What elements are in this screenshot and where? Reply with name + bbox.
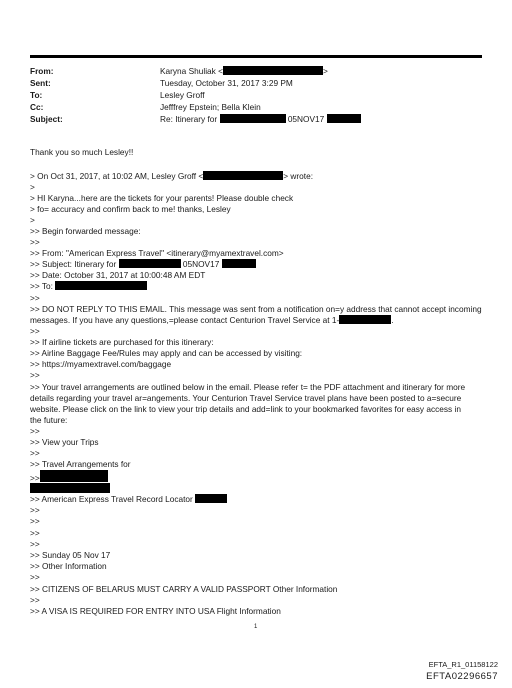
- body-line: the future:: [30, 415, 68, 425]
- header-rule: [30, 55, 482, 58]
- subject-value: [160, 114, 361, 125]
- redaction-box: [203, 171, 283, 180]
- body-line: [30, 470, 108, 484]
- body-line: >>: [30, 505, 40, 515]
- body-line: >: [30, 182, 35, 192]
- subject-label: Subject:: [30, 114, 63, 124]
- subject-prefix: Re: Itinerary for: [160, 114, 218, 124]
- body-text: .: [391, 315, 394, 325]
- body-line: [30, 315, 394, 326]
- body-line: >> From: "American Express Travel" <itinerary@myamextravel.com>: [30, 248, 284, 258]
- from-label: From:: [30, 66, 54, 76]
- body-text: >> To:: [30, 281, 53, 291]
- body-line: > HI Karyna...here are the tickets for your parents! Please double check: [30, 193, 294, 203]
- body-line: >> Date: October 31, 2017 at 10:00:48 AM EDT: [30, 270, 206, 280]
- redaction-box: [119, 259, 181, 268]
- body-line: >> If airline tickets are purchased for this itinerary:: [30, 337, 214, 347]
- body-line: >> DO NOT REPLY TO THIS EMAIL. This message was sent from a notification on=y address that cannot accept incoming: [30, 304, 482, 314]
- redaction-box: [222, 259, 256, 268]
- body-line: >> Sunday 05 Nov 17: [30, 550, 111, 560]
- redaction-box: [40, 470, 108, 482]
- body-line: >>: [30, 528, 40, 538]
- redaction-box: [195, 494, 227, 503]
- body-line: >>: [30, 448, 40, 458]
- body-line: >>: [30, 293, 40, 303]
- body-text: >> Subject: Itinerary for: [30, 259, 117, 269]
- redaction-box: [339, 315, 394, 325]
- body-line: >> A VISA IS REQUIRED FOR ENTRY INTO USA Flight Information: [30, 606, 281, 616]
- body-line: >>: [30, 426, 40, 436]
- sent-value: Tuesday, October 31, 2017 3:29 PM: [160, 78, 293, 88]
- body-text: >> American Express Travel Record Locator: [30, 494, 193, 504]
- body-line: >> Other Information: [30, 561, 107, 571]
- bates-number-1: EFTA_R1_01158122: [428, 660, 498, 669]
- body-text: messages. If you have any questions,=please contact Centurion Travel Service at 1-: [30, 315, 340, 325]
- body-line: >>: [30, 326, 40, 336]
- body-line: [30, 494, 227, 505]
- body-line: >>: [30, 370, 40, 380]
- body-line: >>: [30, 516, 40, 526]
- body-line: >> Airline Baggage Fee/Rules may apply and can be accessed by visiting:: [30, 348, 303, 358]
- body-line: >>: [30, 539, 40, 549]
- body-line: >> https://myamextravel.com/baggage: [30, 359, 172, 369]
- body-line: >>: [30, 572, 40, 582]
- body-line: >>: [30, 237, 40, 247]
- body-line: >> Travel Arrangements for: [30, 459, 131, 469]
- body-line: [30, 281, 147, 292]
- cc-value: Jefffrey Epstein; Bella Klein: [160, 102, 261, 112]
- body-line: [30, 171, 313, 182]
- sent-label: Sent:: [30, 78, 51, 88]
- to-label: To:: [30, 90, 43, 100]
- from-tail: >: [322, 66, 328, 76]
- body-line: [30, 259, 256, 270]
- redaction-box: [220, 114, 286, 123]
- redaction-box: [30, 483, 110, 493]
- body-line: > fo= accuracy and confirm back to me! thanks, Lesley: [30, 204, 231, 214]
- body-line: website. Please click on the link to view your trip details and add=link to your bookmarked favorites for easy access in: [30, 404, 461, 414]
- from-name: Karyna Shuliak <: [160, 66, 223, 76]
- redaction-box: [327, 114, 361, 123]
- subject-date: 05NOV17: [287, 114, 325, 124]
- from-value: [160, 66, 328, 77]
- body-line: Thank you so much Lesley!!: [30, 147, 134, 157]
- body-text: >>: [30, 473, 40, 483]
- body-text: > wrote:: [283, 171, 314, 181]
- cc-label: Cc:: [30, 102, 44, 112]
- body-line: >: [30, 215, 35, 225]
- to-value: Lesley Groff: [160, 90, 205, 100]
- body-line: details regarding your travel ar=angements. Your Centurion Travel Service travel plans have been posted to a=secure: [30, 393, 462, 403]
- body-line: >> Begin forwarded message:: [30, 226, 141, 236]
- body-line: >> CITIZENS OF BELARUS MUST CARRY A VALID PASSPORT Other Information: [30, 584, 338, 594]
- body-line: >> View your Trips: [30, 437, 99, 447]
- body-text: > On Oct 31, 2017, at 10:02 AM, Lesley Groff <: [30, 171, 204, 181]
- body-line: >>: [30, 595, 40, 605]
- redaction-box: [223, 66, 323, 75]
- page-number: 1: [254, 624, 258, 630]
- body-line: >> Your travel arrangements are outlined below in the email. Please refer t= the PDF attachment and itinerary for more: [30, 382, 466, 392]
- redaction-box: [55, 281, 147, 290]
- body-text: 05NOV17: [182, 259, 220, 269]
- bates-number-2: EFTA02296657: [426, 671, 498, 682]
